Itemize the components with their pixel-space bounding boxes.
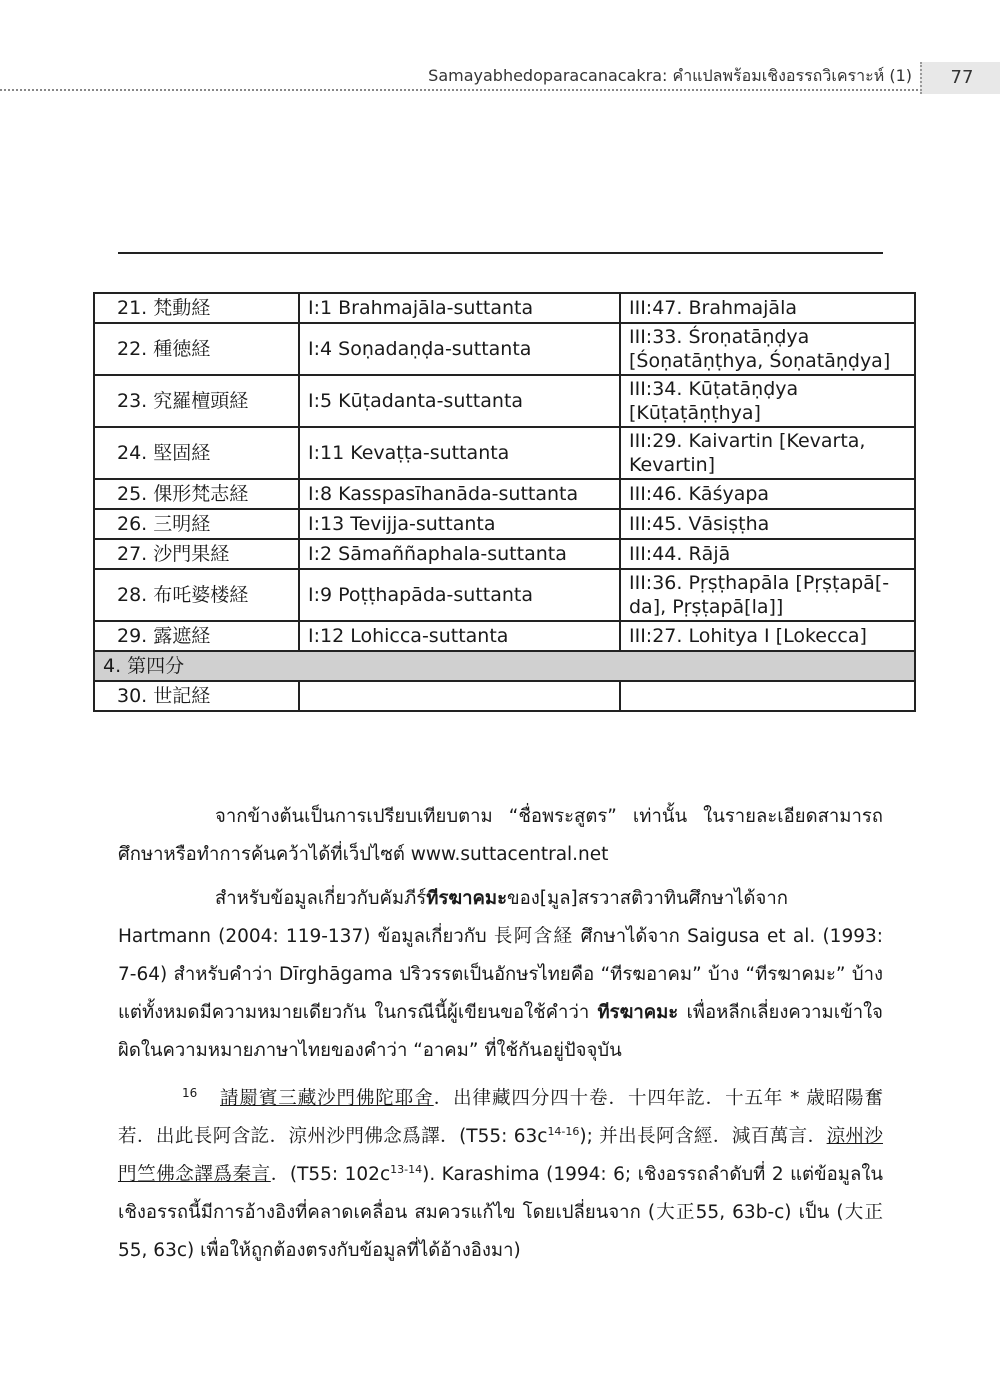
cell-line: III:46. Kāśyapa (629, 483, 770, 505)
table-row (94, 479, 915, 509)
paragraph-2 (118, 880, 883, 1070)
table-row (94, 539, 915, 569)
table-cell (620, 323, 915, 375)
section-rule (118, 252, 883, 254)
paragraph-2-text: เพื่อหลีกเลี่ยงความเข้าใจผิดในความหมายภาษาไทยของคำว่า “อาคม” ที่ใช้กันอยู่ปัจจุบัน (118, 1002, 883, 1061)
footnote-number: 16 (182, 1086, 198, 1100)
header-dotted-rule (0, 89, 918, 91)
table-cell (620, 569, 915, 621)
cell-line: III:36. Pṛṣṭhapāla [Pṛṣṭapā[- (629, 572, 890, 594)
footnote-text: ．(T55: 102c (270, 1164, 391, 1185)
cell-line: III:34. Kūṭatāṇḍya (629, 378, 799, 400)
comparison-table (93, 292, 916, 712)
table-cell: I:11 Kevaṭṭa-suttanta (299, 427, 620, 479)
table-cell: 24. 堅固経 (94, 427, 299, 479)
table-cell: I:4 Soṇadaṇḍa-suttanta (299, 323, 620, 375)
table-cell (620, 375, 915, 427)
table-row (94, 509, 915, 539)
paragraph-2-text: สำหรับข้อมูลเกี่ยวกับคัมภีร์ (215, 888, 427, 909)
table-cell: I:8 Kasspasīhanāda-suttanta (299, 479, 620, 509)
table-cell (620, 621, 915, 651)
table-cell: 27. 沙門果経 (94, 539, 299, 569)
footnote-text: ); 并出長阿含經．減百萬言． (579, 1126, 827, 1147)
table-row (94, 375, 915, 427)
table-cell: 30. 世記経 (94, 681, 299, 711)
table-cell: 23. 究羅檀頭経 (94, 375, 299, 427)
table-cell: 29. 露遮経 (94, 621, 299, 651)
table-row (94, 621, 915, 651)
footnote (118, 1080, 883, 1270)
term-dirghagama: ทีรฆาคมะ (597, 1002, 679, 1023)
running-title: Samayabhedoparacanacakra: คำแปลพร้อมเชิงอรรถวิเคราะห์ (1) (428, 66, 912, 85)
table-cell: 25. 倮形梵志経 (94, 479, 299, 509)
table-cell: 22. 種徳経 (94, 323, 299, 375)
paragraph-2-text: ของ[มูล]สรวาสติวาทินศึกษาได้จาก Hartmann (2004: 119-137) ข้อมูลเกี่ยวกับ 長阿含経 ศึกษาได้จาก Saigusa et al. (1993: 7-64) สำหรับคำว่า Dīrghāgama ปริวรรตเป็นอักษรไทยคือ “ทีรฆอาคม” บ้าง “ทีรฆาคมะ” บ้าง แต่ทั้งหมดมีความหมายเดียวกัน ในกรณีนี้ผู้เขียนขอใช้คำว่า (118, 888, 883, 1023)
cell-line: III:45. Vāsiṣṭha (629, 513, 770, 535)
cell-line: Kevartin] (629, 454, 716, 476)
cell-line: [Śoṇatāṇṭhya, Śoṇatāṇḍya] (629, 350, 891, 372)
table-cell: I:2 Sāmaññaphala-suttanta (299, 539, 620, 569)
table-cell (620, 293, 915, 323)
table-cell: I:1 Brahmajāla-suttanta (299, 293, 620, 323)
footnote-text: ．出律藏四分四十卷．十四年訖．十五年 * 歳昭陽奮若．出此長阿含訖．涼州沙門佛念爲譯．(T55: 63c (118, 1088, 883, 1147)
cell-line: [Kūṭaṭāṇṭhya] (629, 402, 761, 424)
cell-line: III:44. Rājā (629, 543, 731, 565)
table-cell: 28. 布吒婆楼経 (94, 569, 299, 621)
cell-line: III:47. Brahmajāla (629, 297, 797, 319)
table-cell (620, 479, 915, 509)
table-cell (620, 509, 915, 539)
cell-line: III:29. Kaivartin [Kevarta, (629, 430, 866, 452)
table-cell: 26. 三明経 (94, 509, 299, 539)
table-cell: I:12 Lohicca-suttanta (299, 621, 620, 651)
cell-line: da], Pṛṣṭapā[la]] (629, 596, 784, 618)
section-row (94, 651, 915, 681)
table-row (94, 323, 915, 375)
footnote-superscript: 13-14 (390, 1162, 423, 1176)
paragraph-1 (118, 798, 883, 874)
table-row (94, 569, 915, 621)
table-row (94, 293, 915, 323)
table-row (94, 681, 915, 711)
section-heading: 4. 第四分 (94, 651, 915, 681)
table-cell (620, 427, 915, 479)
cell-line: III:27. Lohitya I [Lokecca] (629, 625, 867, 647)
footnote-underlined-text: 涼州沙門竺佛念譯爲秦言 (118, 1126, 883, 1185)
page-number: 77 (920, 62, 1000, 94)
paragraph-1-text: จากข้างต้นเป็นการเปรียบเทียบตาม “ชื่อพระสูตร” เท่านั้น ในรายละเอียดสามารถศึกษาหรือทำการค้นคว้าได้ที่เว็ปไซต์ www.suttacentral.net (118, 806, 883, 865)
footnote-superscript: 14-16 (547, 1124, 580, 1138)
cell-line: III:33. Śroṇatāṇḍya (629, 326, 810, 348)
term-dirghagama: ทีรฆาคมะ (426, 888, 508, 909)
table-cell: I:13 Tevijja-suttanta (299, 509, 620, 539)
table-cell (620, 539, 915, 569)
table-cell (620, 681, 915, 711)
table-cell: I:5 Kūṭadanta-suttanta (299, 375, 620, 427)
footnote-underlined-text: 請罽賓三藏沙門佛陀耶舍 (220, 1088, 434, 1109)
table-cell: I:9 Poṭṭhapāda-suttanta (299, 569, 620, 621)
table-row (94, 427, 915, 479)
table-cell: 21. 梵動経 (94, 293, 299, 323)
table-cell (299, 681, 620, 711)
footnote-text: ). Karashima (1994: 6; เชิงอรรถลำดับที่ 2 แต่ข้อมูลในเชิงอรรถนี้มีการอ้างอิงที่คลาดเคลื่อน สมควรแก้ไข โดยเปลี่ยนจาก (大正55, 63b-c) เป็น (大正55, 63c) เพื่อให้ถูกต้องตรงกับข้อมูลที่ได้อ้างอิงมา) (118, 1164, 883, 1261)
